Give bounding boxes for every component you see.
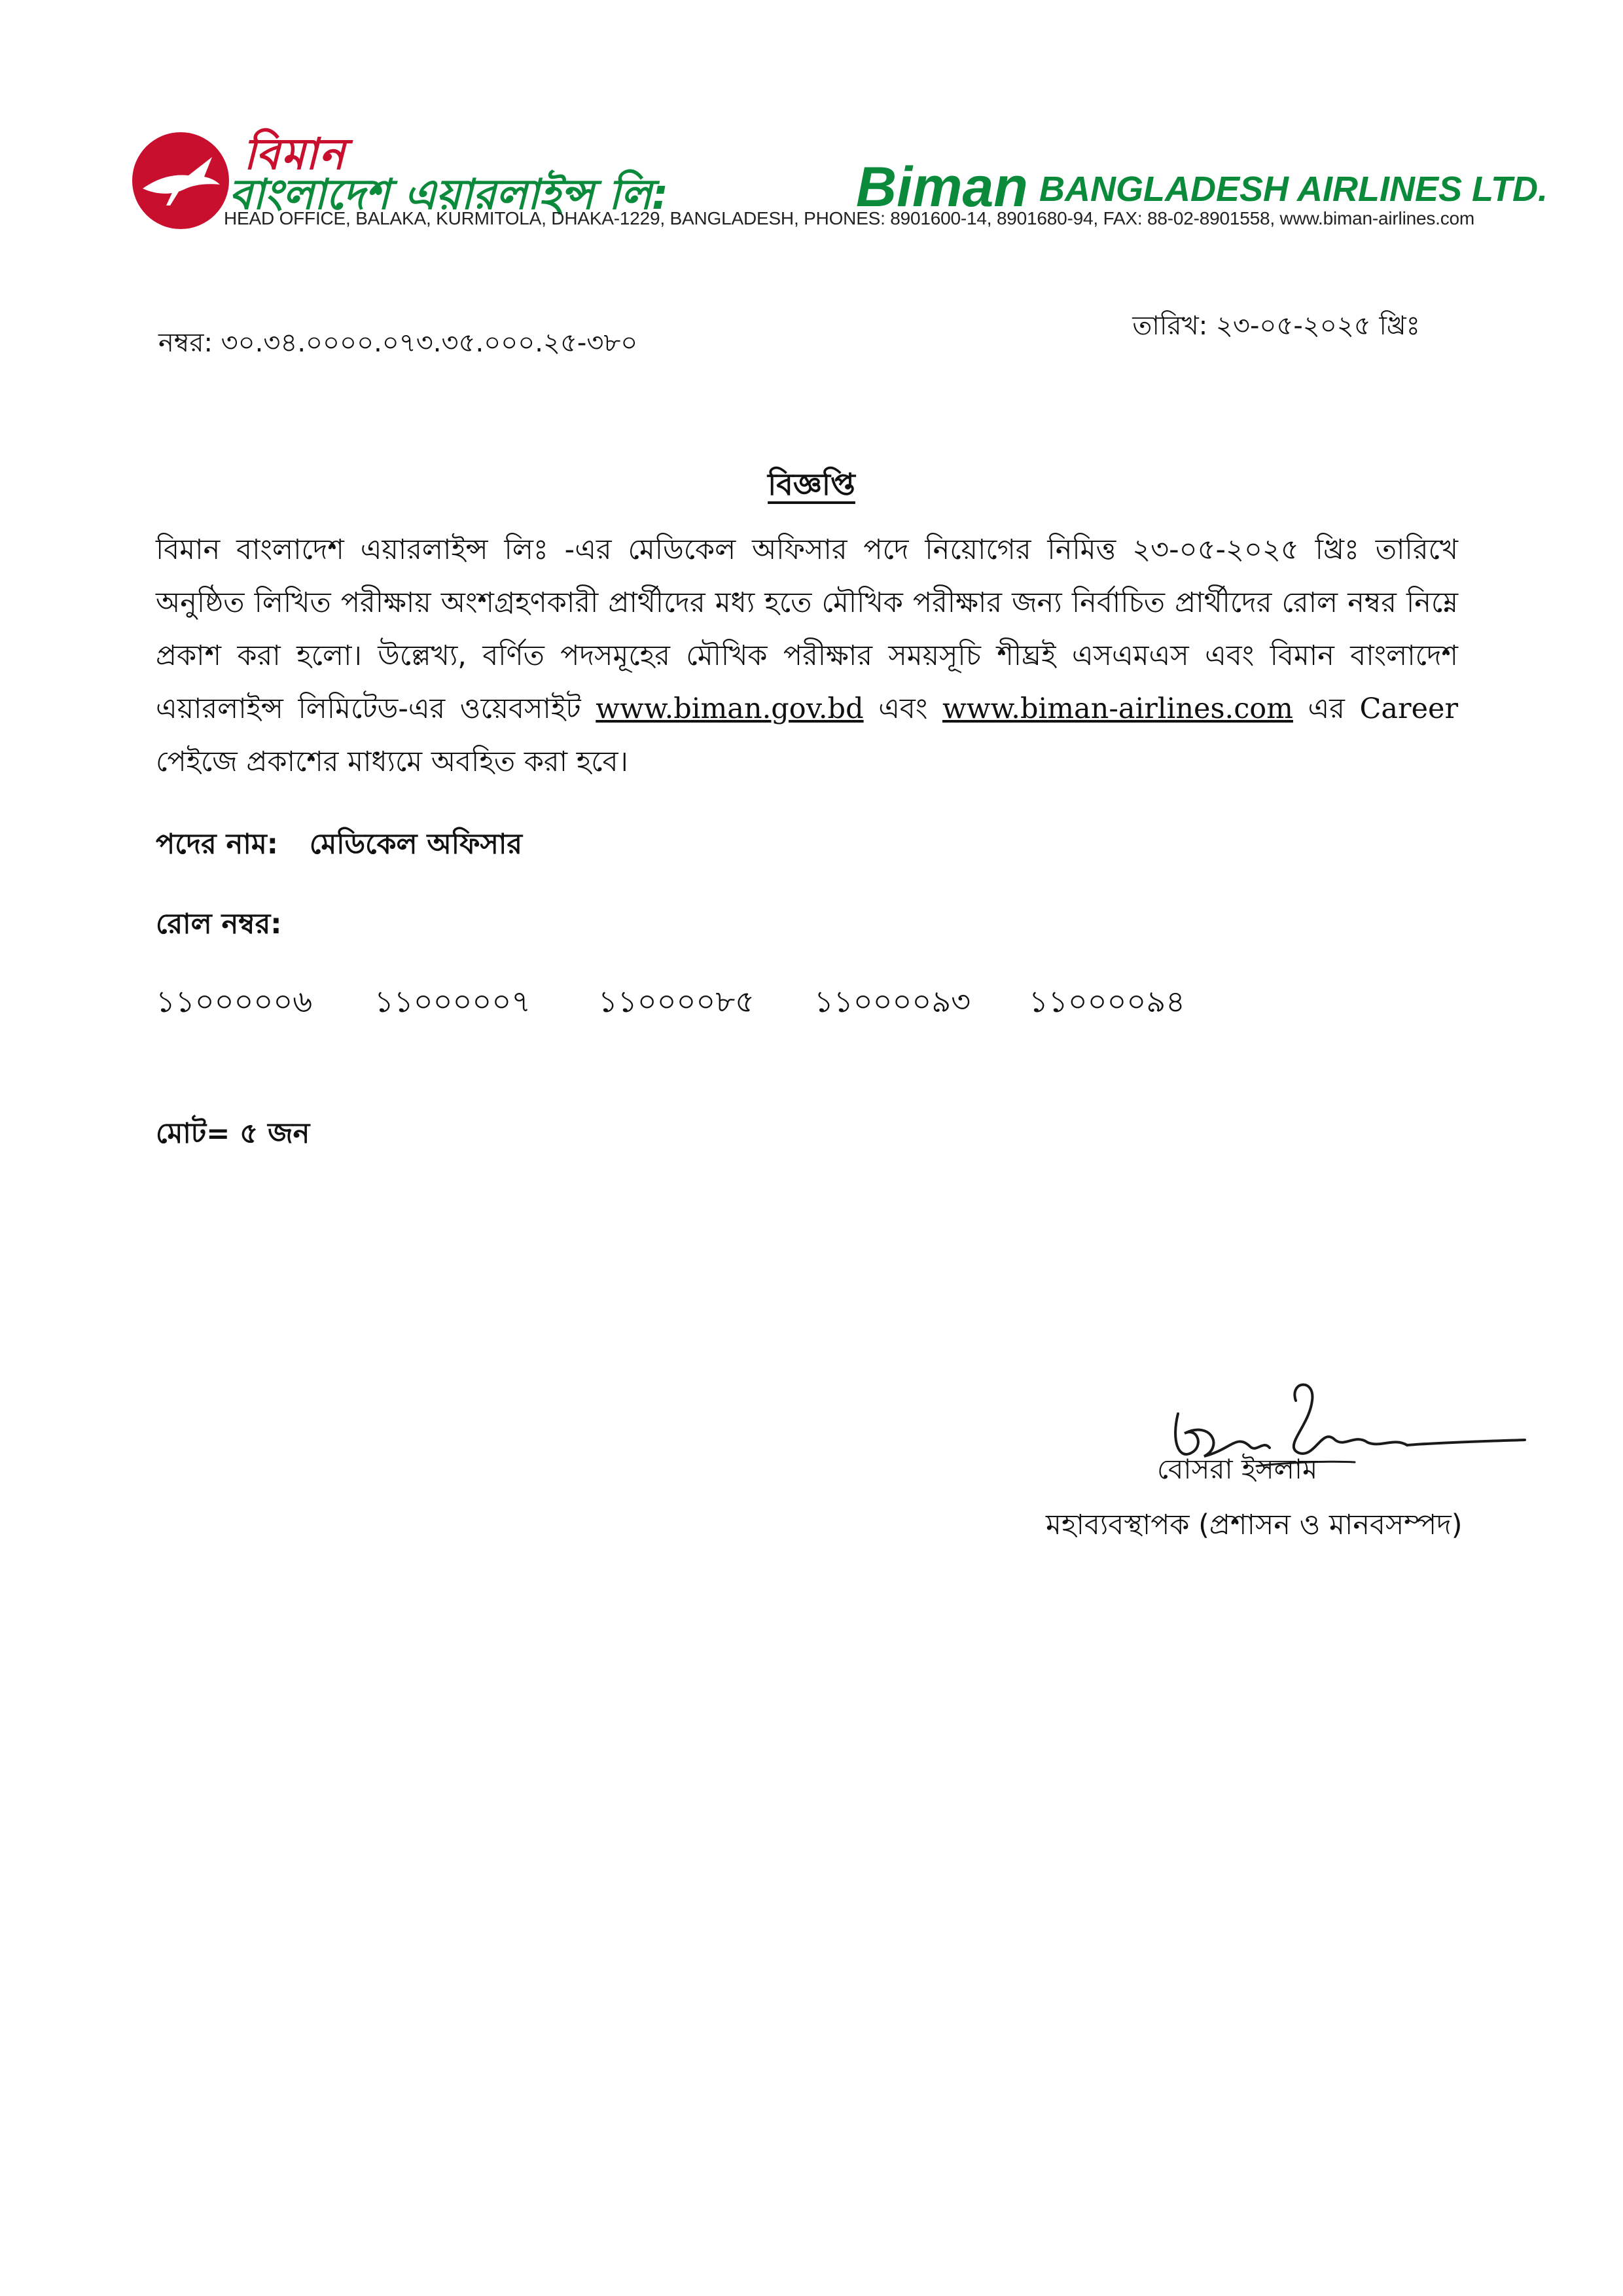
roll-number: ১১০০০০৮৫ — [598, 984, 755, 1019]
total-count: মোট= ৫ জন — [156, 1117, 310, 1150]
letterhead-en-name: BANGLADESH AIRLINES LTD. — [1039, 170, 1548, 209]
post-value: মেডিকেল অফিসার — [309, 828, 523, 861]
letterhead-brand: Biman — [856, 156, 1028, 219]
memo-number: নম্বর: ৩০.৩৪.০০০০.০৭৩.৩৫.০০০.২৫-৩৮০ — [158, 328, 638, 358]
biman-stork-logo-icon — [128, 128, 233, 233]
notice-body — [156, 524, 1458, 789]
signatory-designation: মহাব্যবস্থাপক (প্রশাসন ও মানবসম্পদ) — [1046, 1509, 1463, 1541]
roll-number: ১১০০০০৯৩ — [814, 984, 971, 1019]
biman-airlines-link[interactable]: www.biman-airlines.com — [942, 692, 1293, 725]
letterhead-bn-name-line1: বিমান — [243, 129, 346, 179]
body-part1: বিমান বাংলাদেশ এয়ারলাইন্স লিঃ -এর মেডিকেল অফিসার পদে নিয়োগের নিমিত্ত ২৩-০৫-২০২৫ খ্রিঃ তারিখে অনুষ্ঠিত লিখিত পরীক্ষায় অংশগ্রহণকারী প্রার্থীদের মধ্য হতে মৌখিক পরীক্ষার জন্য নির্বাচিত প্রার্থীদের রোল নম্বর নিম্নে প্রকাশ করা হলো। উল্লেখ্য, বর্ণিত পদসমূহের মৌখিক পরীক্ষার সময়সূচি শীঘ্রই এসএমএস এবং বিমান বাংলাদেশ এয়ারলাইন্স লিমিটেড-এর ওয়েবসাইট — [156, 533, 1458, 725]
roll-label: রোল নম্বর: — [156, 908, 282, 941]
memo-date: তারিখ: ২৩-০৫-২০২৫ খ্রিঃ — [1132, 311, 1420, 341]
roll-number: ১১০০০০৯৪ — [1029, 984, 1186, 1019]
roll-number: ১১০০০০০৭ — [374, 984, 531, 1019]
body-part2: এবং — [878, 692, 928, 725]
roll-number: ১১০০০০০৬ — [156, 984, 313, 1019]
biman-gov-link[interactable]: www.biman.gov.bd — [596, 692, 864, 725]
body-part4: পেইজে প্রকাশের মাধ্যমে অবহিত করা হবে। — [156, 745, 628, 778]
letterhead-address: HEAD OFFICE, BALAKA, KURMITOLA, DHAKA-1229, BANGLADESH, PHONES: 8901600-14, 8901680-94, FAX: 88-02-8901558, www.biman-airlines.com — [224, 208, 1475, 228]
letterhead-bn-name-line2: বাংলাদেশ এয়ারলাইন্স লি: — [229, 171, 669, 219]
notice-title — [0, 462, 1623, 512]
notice-title-text: বিজ্ঞপ্তি — [768, 467, 855, 502]
signatory-name: বোসরা ইসলাম — [1157, 1453, 1318, 1485]
body-part3: এর — [1308, 692, 1345, 725]
body-career: Career — [1359, 692, 1459, 725]
post-label: পদের নাম: — [156, 828, 278, 861]
post-row — [156, 823, 522, 870]
